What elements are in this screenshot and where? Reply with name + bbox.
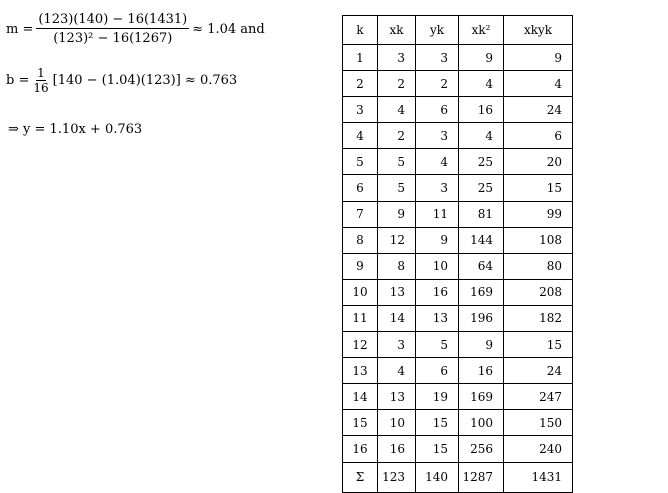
table-cell: 150 (504, 410, 573, 436)
table-row (343, 332, 573, 358)
table-cell: 9 (459, 332, 504, 358)
table-cell: 108 (504, 227, 573, 253)
table-cell: 16 (459, 358, 504, 384)
table-cell: 12 (343, 332, 378, 358)
table-cell: 24 (504, 358, 573, 384)
table-cell: 3 (416, 123, 459, 149)
table-cell: 7 (343, 201, 378, 227)
table-cell: 6 (343, 175, 378, 201)
table-cell: 10 (378, 410, 416, 436)
table-cell: 15 (416, 410, 459, 436)
table-cell: 25 (459, 149, 504, 175)
data-table (342, 15, 573, 493)
header-xk-squared: xk² (459, 16, 504, 45)
table-cell: 4 (459, 71, 504, 97)
table-cell: 99 (504, 201, 573, 227)
table-cell: 10 (343, 279, 378, 305)
intercept-lhs: b = (6, 73, 30, 88)
regression-line-equation: ⇒ y = 1.10x + 0.763 (8, 122, 143, 137)
table-row (343, 201, 573, 227)
table-cell: 3 (343, 97, 378, 123)
table-cell: 15 (343, 410, 378, 436)
table-row (343, 175, 573, 201)
table-cell: 5 (416, 332, 459, 358)
table-cell: 247 (504, 384, 573, 410)
sum-xk: 123 (378, 462, 416, 492)
table-cell: 16 (378, 436, 416, 462)
table-cell: 64 (459, 253, 504, 279)
table-cell: 3 (378, 45, 416, 71)
slope-denominator: (123)² − 16(1267) (53, 31, 173, 46)
sum-xk-squared: 1287 (459, 462, 504, 492)
table-cell: 16 (416, 279, 459, 305)
table-cell: 20 (504, 149, 573, 175)
table-cell: 13 (416, 305, 459, 331)
table-cell: 196 (459, 305, 504, 331)
sum-row (343, 462, 573, 492)
table-cell: 16 (459, 97, 504, 123)
intercept-equation (6, 66, 237, 95)
table-cell: 9 (343, 253, 378, 279)
table-cell: 6 (504, 123, 573, 149)
table-cell: 208 (504, 279, 573, 305)
header-yk: yk (416, 16, 459, 45)
table-row (343, 97, 573, 123)
table-row (343, 384, 573, 410)
slope-numerator: (123)(140) − 16(1431) (38, 12, 188, 27)
table-cell: 11 (343, 305, 378, 331)
table-cell: 5 (378, 149, 416, 175)
table-cell: 240 (504, 436, 573, 462)
table-cell: 25 (459, 175, 504, 201)
table-cell: 14 (343, 384, 378, 410)
header-xkyk: xkyk (504, 16, 573, 45)
sum-xkyk: 1431 (504, 462, 573, 492)
header-xk: xk (378, 16, 416, 45)
table-cell: 4 (378, 358, 416, 384)
table-cell: 11 (416, 201, 459, 227)
header-k: k (343, 16, 378, 45)
table-cell: 144 (459, 227, 504, 253)
table-row (343, 436, 573, 462)
table-cell: 4 (459, 123, 504, 149)
slope-fraction (36, 12, 189, 46)
table-cell: 15 (416, 436, 459, 462)
table-cell: 13 (378, 384, 416, 410)
table-row (343, 279, 573, 305)
table-cell: 19 (416, 384, 459, 410)
table-cell: 2 (378, 123, 416, 149)
table-cell: 3 (378, 332, 416, 358)
table-cell: 13 (378, 279, 416, 305)
table-cell: 3 (416, 45, 459, 71)
table-cell: 16 (343, 436, 378, 462)
table-cell: 15 (504, 175, 573, 201)
table-cell: 169 (459, 384, 504, 410)
intercept-fraction (32, 66, 49, 95)
table-row (343, 358, 573, 384)
table-body (343, 45, 573, 463)
table-cell: 6 (416, 358, 459, 384)
table-cell: 4 (378, 97, 416, 123)
table-cell: 256 (459, 436, 504, 462)
table-cell: 15 (504, 332, 573, 358)
table-cell: 9 (504, 45, 573, 71)
sum-yk: 140 (416, 462, 459, 492)
table-row (343, 305, 573, 331)
table-cell: 8 (343, 227, 378, 253)
table-row (343, 123, 573, 149)
table-cell: 182 (504, 305, 573, 331)
slope-lhs: m = (6, 21, 34, 37)
table-cell: 14 (378, 305, 416, 331)
table-row (343, 410, 573, 436)
table-cell: 4 (343, 123, 378, 149)
table-row (343, 227, 573, 253)
table-cell: 100 (459, 410, 504, 436)
intercept-rest: [140 − (1.04)(123)] ≈ 0.763 (52, 73, 238, 88)
table-cell: 80 (504, 253, 573, 279)
table-cell: 9 (459, 45, 504, 71)
slope-equation (6, 12, 265, 46)
table-cell: 12 (378, 227, 416, 253)
table-cell: 9 (378, 201, 416, 227)
table-row (343, 45, 573, 71)
table-cell: 5 (378, 175, 416, 201)
intercept-fraction-denominator: 16 (33, 81, 49, 95)
table-cell: 2 (416, 71, 459, 97)
table-cell: 81 (459, 201, 504, 227)
slope-result: ≈ 1.04 and (192, 21, 265, 37)
table-cell: 2 (378, 71, 416, 97)
table-cell: 4 (416, 149, 459, 175)
table-cell: 2 (343, 71, 378, 97)
table-row (343, 253, 573, 279)
table-cell: 169 (459, 279, 504, 305)
table-cell: 5 (343, 149, 378, 175)
table-cell: 4 (504, 71, 573, 97)
intercept-fraction-numerator: 1 (37, 66, 45, 80)
table-row (343, 71, 573, 97)
table-cell: 3 (416, 175, 459, 201)
table-cell: 10 (416, 253, 459, 279)
table-header-row (343, 16, 573, 45)
table-cell: 1 (343, 45, 378, 71)
table-cell: 8 (378, 253, 416, 279)
table-cell: 13 (343, 358, 378, 384)
table-cell: 24 (504, 97, 573, 123)
table-row (343, 149, 573, 175)
table-cell: 9 (416, 227, 459, 253)
sum-label: Σ (343, 462, 378, 492)
table-cell: 6 (416, 97, 459, 123)
